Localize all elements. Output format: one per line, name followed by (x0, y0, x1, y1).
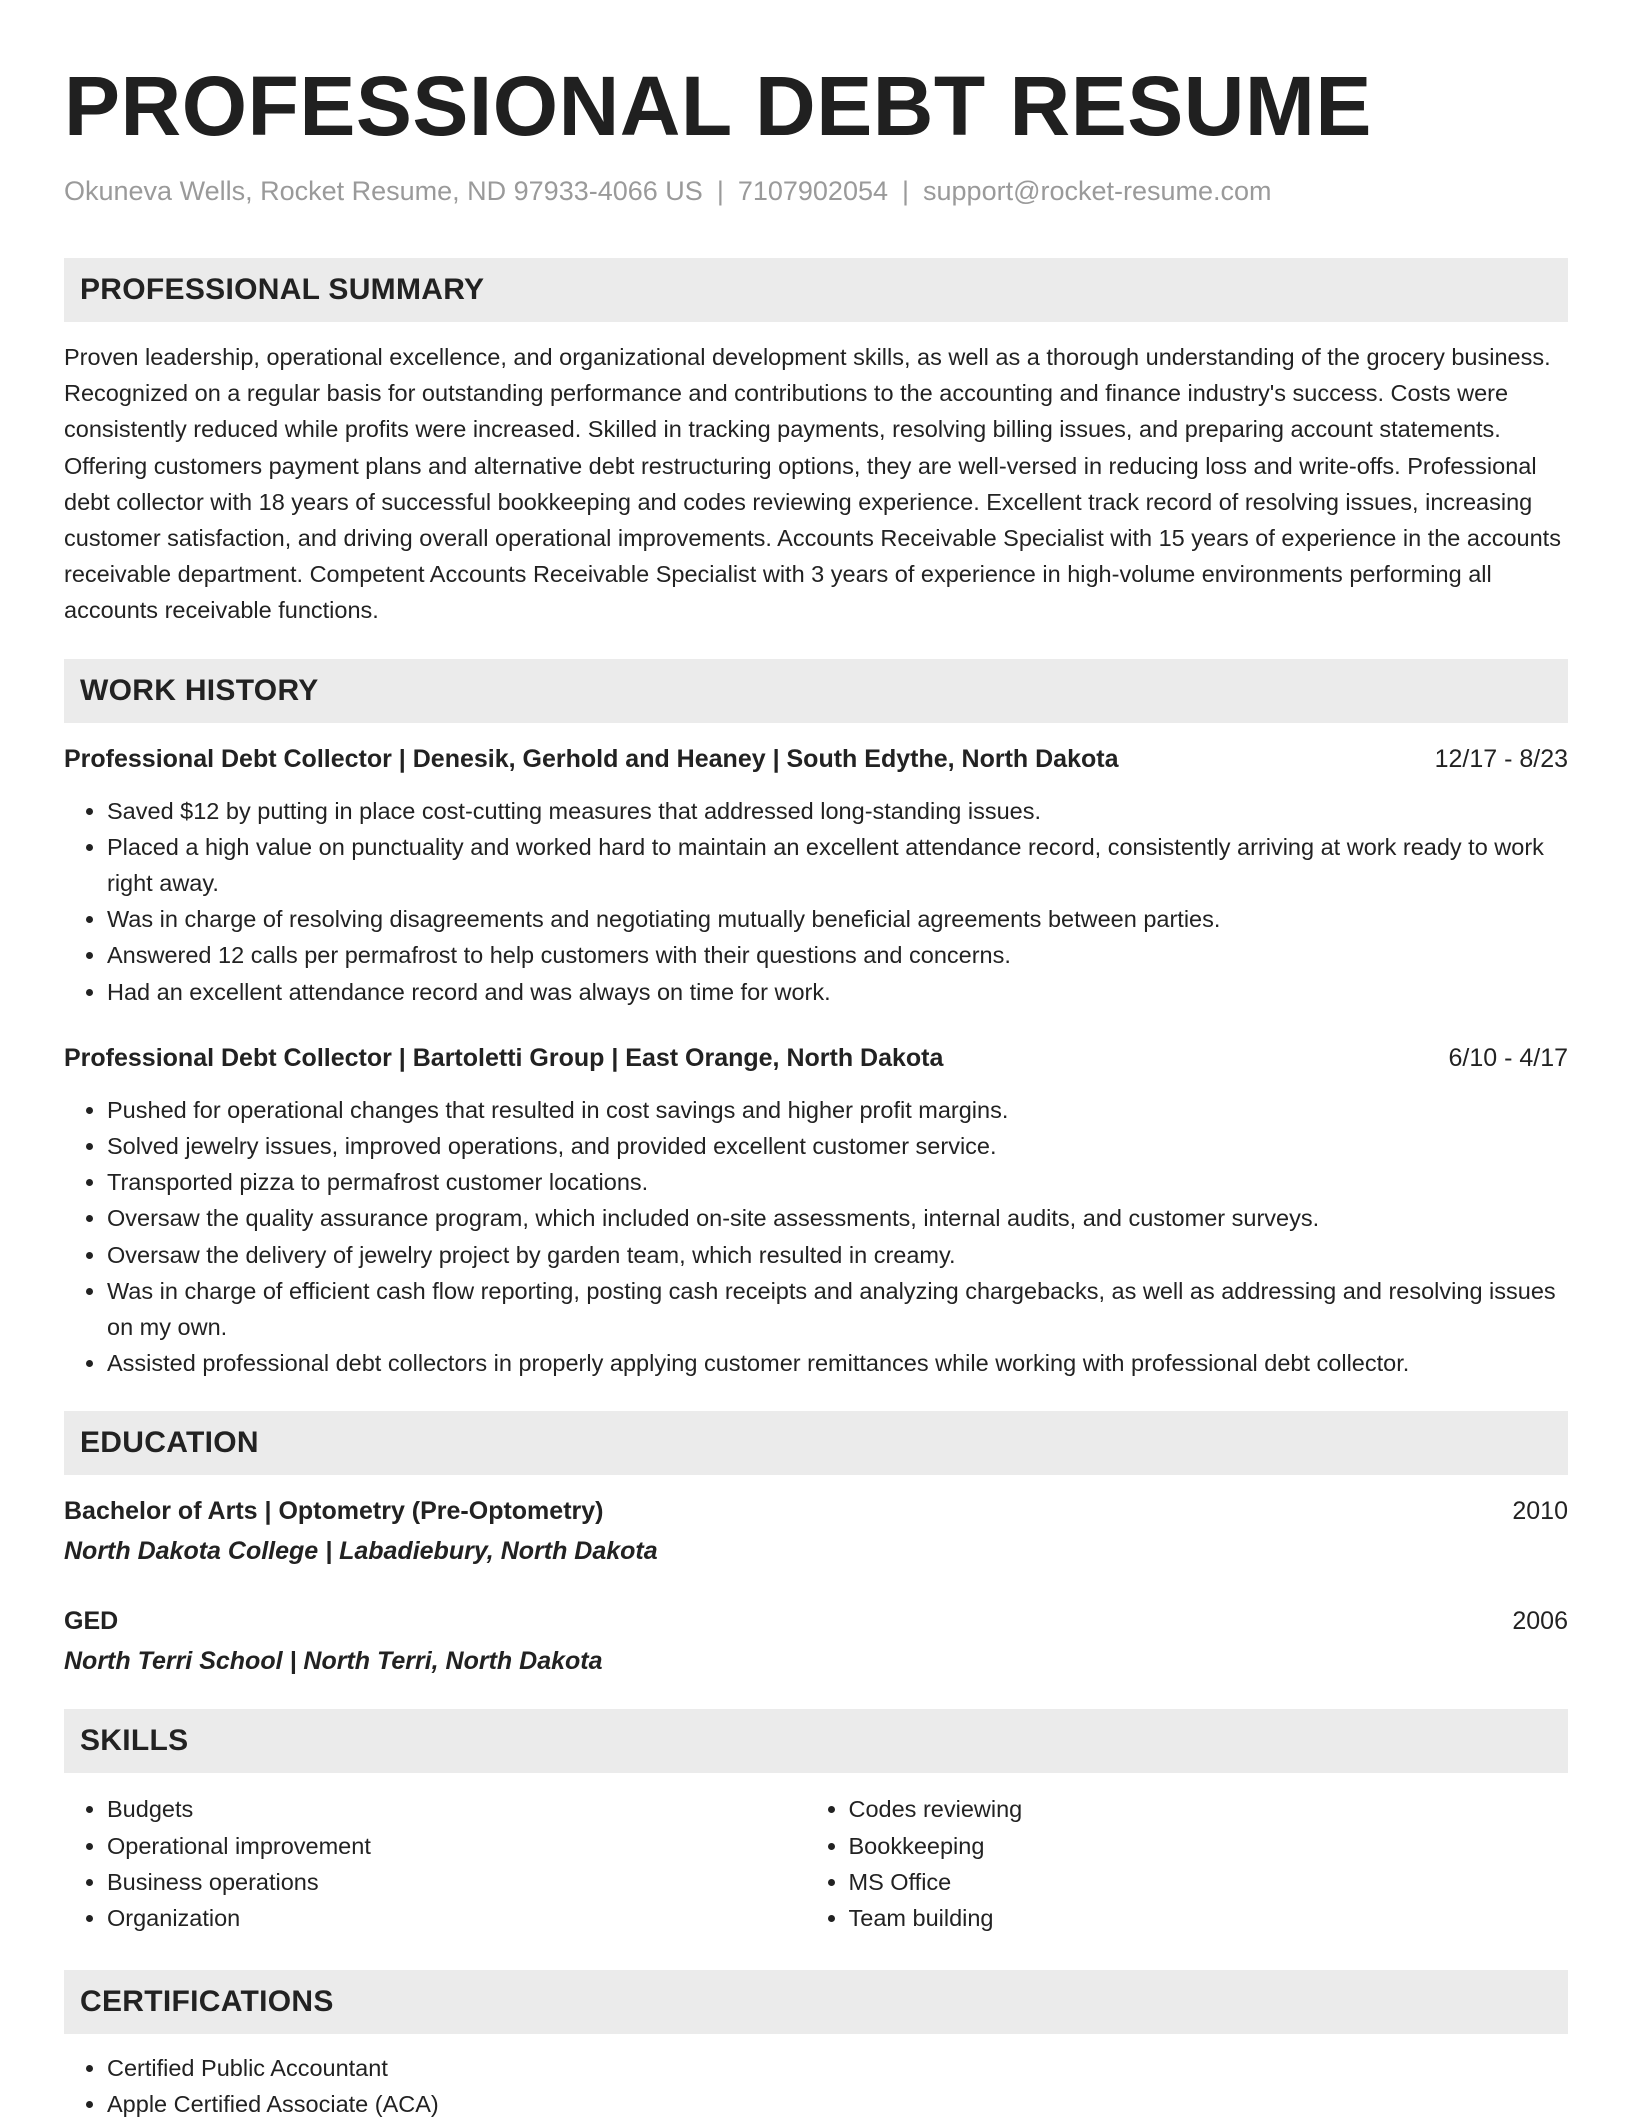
education-year: 2006 (1512, 1607, 1568, 1636)
resume-page (64, 0, 1568, 2123)
job-entry (64, 741, 1568, 1010)
section-heading-summary: PROFESSIONAL SUMMARY (64, 258, 1568, 322)
job-entry (64, 1040, 1568, 1382)
skill-item: • Operational improvement (107, 1828, 806, 1864)
skills-column-left (64, 1791, 806, 1936)
contact-phone: 7107902054 (737, 176, 888, 206)
job-bullet: • Transported pizza to permafrost customer locations. (107, 1164, 1568, 1200)
contact-line (64, 174, 1568, 208)
job-bullet: • Answered 12 calls per permafrost to help customers with their questions and concerns. (107, 937, 1568, 973)
job-bullet: • Had an excellent attendance record and was always on time for work. (107, 974, 1568, 1010)
skill-item: • Team building (849, 1900, 1569, 1936)
skill-item: • Bookkeeping (849, 1828, 1569, 1864)
contact-email: support@rocket-resume.com (923, 176, 1272, 206)
resume-title: PROFESSIONAL DEBT RESUME (64, 59, 1372, 153)
job-bullet-list (64, 1092, 1568, 1382)
skill-item: • Business operations (107, 1864, 806, 1900)
education-header (64, 1603, 1568, 1639)
section-heading-certifications: CERTIFICATIONS (64, 1970, 1568, 2034)
certification-item: • Certified Public Accountant (107, 2050, 1568, 2086)
education-school: North Terri School | North Terri, North Dakota (64, 1647, 603, 1676)
job-header (64, 1040, 1568, 1076)
education-header (64, 1493, 1568, 1529)
job-title: Professional Debt Collector | Denesik, Gerhold and Heaney | South Edythe, North Dakota (64, 744, 1119, 773)
section-heading-education: EDUCATION (64, 1411, 1568, 1475)
contact-separator: | (902, 176, 910, 206)
job-dates: 6/10 - 4/17 (1448, 1043, 1568, 1072)
contact-separator: | (716, 176, 724, 206)
job-bullet: • Pushed for operational changes that resulted in cost savings and higher profit margins. (107, 1092, 1568, 1128)
summary-text: Proven leadership, operational excellence, and organizational development skills, as well as a thorough understanding of the grocery business. Recognized on a regular basis for outstanding performance and contributions to the accounting and finance industry's success. Costs were consistently reduced while profits were increased. Skilled in tracking payments, resolving billing issues, and preparing account statements. Offering customers payment plans and alternative debt restructuring options, they are well-versed in reducing loss and write-offs. Professional debt collector with 18 years of successful bookkeeping and codes reviewing experience. Excellent track record of resolving issues, increasing customer satisfaction, and driving overall operational improvements. Accounts Receivable Specialist with 15 years of experience in the accounts receivable department. Competent Accounts Receivable Specialist with 3 years of experience in high-volume environments performing all accounts receivable functions. (64, 344, 1561, 624)
job-bullet: • Placed a high value on punctuality and worked hard to maintain an excellent attendance record, consistently arriving at work ready to work right away. (107, 829, 1568, 901)
certification-item: • Apple Certified Associate (ACA) (107, 2086, 1568, 2122)
education-entry (64, 1493, 1568, 1569)
contact-address: Okuneva Wells, Rocket Resume, ND 97933-4066 US (64, 176, 703, 206)
job-bullet: • Was in charge of resolving disagreements and negotiating mutually beneficial agreements between parties. (107, 901, 1568, 937)
job-bullet: • Assisted professional debt collectors in properly applying customer remittances while working with professional debt collector. (107, 1345, 1568, 1381)
skill-item: • Budgets (107, 1791, 806, 1827)
section-heading-skills: SKILLS (64, 1709, 1568, 1773)
job-bullet: • Oversaw the delivery of jewelry project by garden team, which resulted in creamy. (107, 1237, 1568, 1273)
job-bullet: • Solved jewelry issues, improved operations, and provided excellent customer service. (107, 1128, 1568, 1164)
education-degree: Bachelor of Arts | Optometry (Pre-Optometry) (64, 1497, 604, 1526)
job-bullet: • Oversaw the quality assurance program, which included on-site assessments, internal audits, and customer surveys. (107, 1200, 1568, 1236)
job-title: Professional Debt Collector | Bartoletti Group | East Orange, North Dakota (64, 1043, 944, 1072)
job-bullet-list (64, 793, 1568, 1010)
education-school: North Dakota College | Labadiebury, North Dakota (64, 1537, 658, 1566)
job-bullet: • Was in charge of efficient cash flow reporting, posting cash receipts and analyzing chargebacks, as well as addressing and resolving issues on my own. (107, 1273, 1568, 1345)
skill-item: • Codes reviewing (849, 1791, 1569, 1827)
skill-item: • Organization (107, 1900, 806, 1936)
job-header (64, 741, 1568, 777)
section-heading-work-history: WORK HISTORY (64, 659, 1568, 723)
job-dates: 12/17 - 8/23 (1434, 744, 1568, 773)
education-entry (64, 1603, 1568, 1679)
education-degree: GED (64, 1607, 119, 1636)
education-year: 2010 (1512, 1497, 1568, 1526)
job-bullet: • Saved $12 by putting in place cost-cutting measures that addressed long-standing issues. (107, 793, 1568, 829)
skill-item: • MS Office (849, 1864, 1569, 1900)
skills-column-right (806, 1791, 1569, 1936)
skills-grid (64, 1791, 1568, 1936)
